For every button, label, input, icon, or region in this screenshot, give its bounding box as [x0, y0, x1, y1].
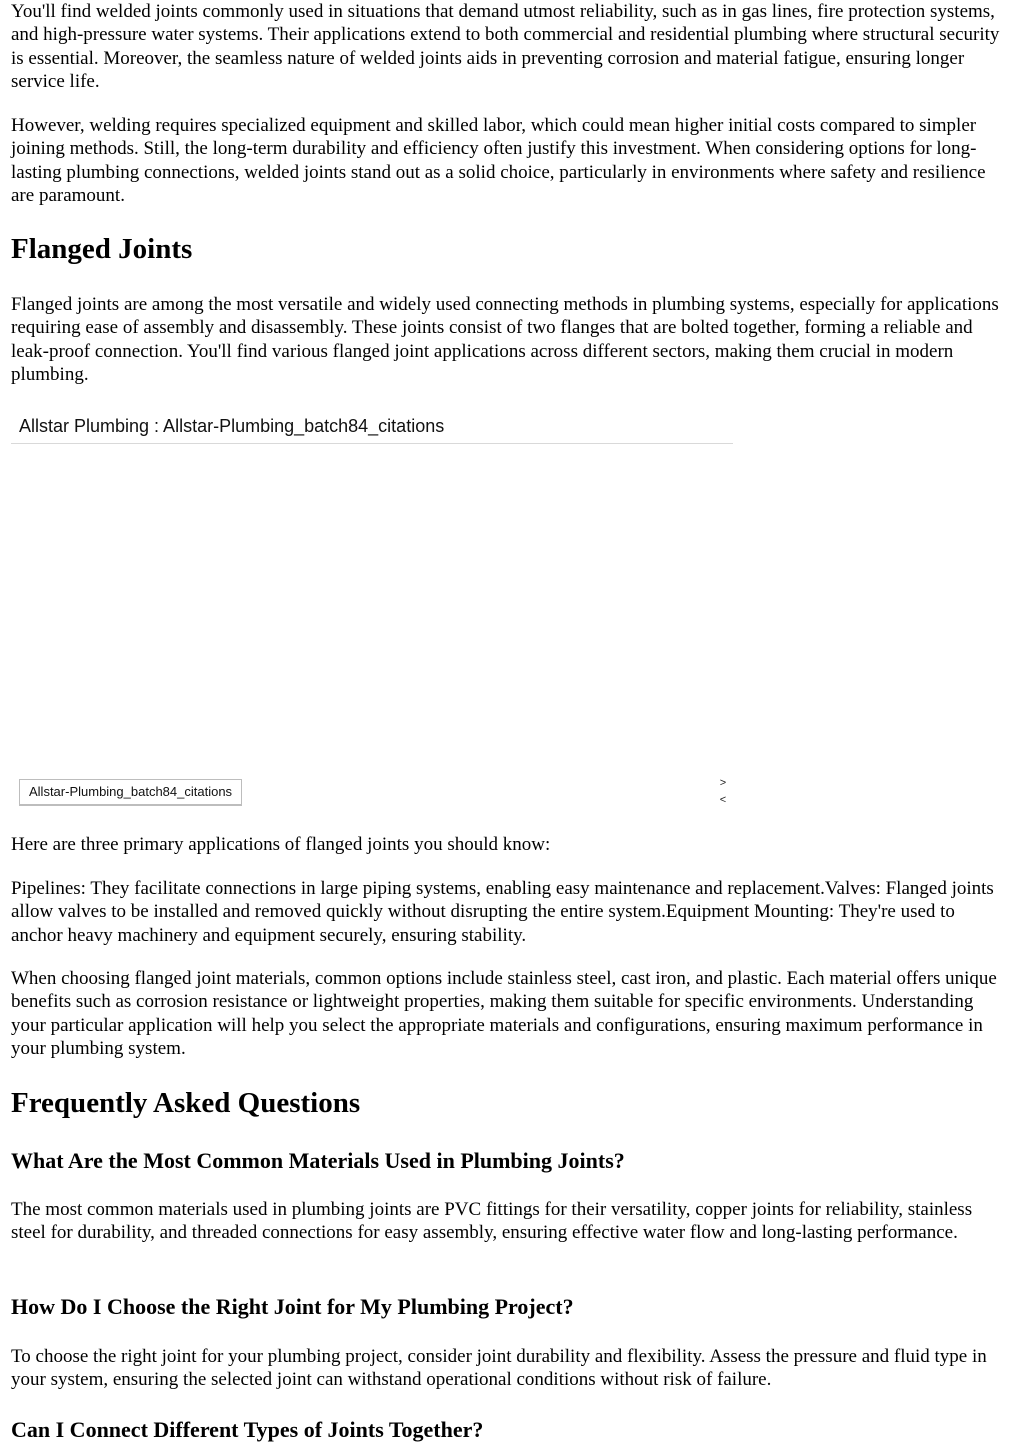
- document-embed: [11, 407, 733, 807]
- faq-question-1: What Are the Most Common Materials Used in Plumbing Joints?: [11, 1148, 625, 1173]
- embed-next-button[interactable]: >: [719, 777, 727, 789]
- faq-question-2: How Do I Choose the Right Joint for My Plumbing Project?: [11, 1294, 574, 1319]
- faq-answer-1: The most common materials used in plumbing joints are PVC fittings for their versatility, copper joints for reliability, stainless steel for durability, and threaded connections for easy assembly, ensuring effective water flow and long-lasting performance.: [11, 1199, 973, 1244]
- flanged-materials-paragraph: When choosing flanged joint materials, common options include stainless steel, cast iron, and plastic. Each material offers unique benefits such as corrosion resistance or lightweight properties, making them suitable for specific environments. Understanding your particular application will help you select the appropriate materials and configurations, ensuring maximum performance in your plumbing system.: [11, 968, 997, 1059]
- flanged-joints-intro: Flanged joints are among the most versatile and widely used connecting methods in plumbing systems, especially for applications requiring ease of assembly and disassembly. These joints consist of two flanges that are bolted together, forming a reliable and leak-proof connection. You'll find various flanged joint applications across different sectors, making them crucial in modern plumbing.: [11, 294, 999, 385]
- embed-title-link[interactable]: Allstar Plumbing : Allstar-Plumbing_batch84_citations: [19, 416, 445, 436]
- embed-prev-button[interactable]: <: [719, 794, 727, 806]
- flanged-joints-heading: Flanged Joints: [11, 233, 193, 265]
- faq-question-3: Can I Connect Different Types of Joints Together?: [11, 1417, 484, 1442]
- flanged-applications-lead: Here are three primary applications of flanged joints you should know:: [11, 834, 551, 855]
- flanged-applications-list: Pipelines: They facilitate connections in large piping systems, enabling easy maintenance and replacement.Valves: Flanged joints allow valves to be installed and removed quickly without disrupting the entire system.Equipment Mounting: They're used to anchor heavy machinery and equipment securely, ensuring stability.: [11, 878, 994, 946]
- faq-heading: Frequently Asked Questions: [11, 1087, 361, 1119]
- welded-joints-paragraph-2: However, welding requires specialized equipment and skilled labor, which could mean higher initial costs compared to simpler joining methods. Still, the long-term durability and efficiency often justify this investment. When considering options for long-lasting plumbing connections, welded joints stand out as a solid choice, particularly in environments where safety and resilience are paramount.: [11, 115, 986, 206]
- embed-document-tab[interactable]: Allstar-Plumbing_batch84_citations: [19, 779, 242, 806]
- embed-header: [11, 407, 733, 444]
- faq-answer-2: To choose the right joint for your plumbing project, consider joint durability and flexibility. Assess the pressure and fluid type in your system, ensuring the selected joint can withstand operational conditions without risk of failure.: [11, 1346, 987, 1391]
- welded-joints-paragraph-1: You'll find welded joints commonly used in situations that demand utmost reliability, such as in gas lines, fire protection systems, and high-pressure water systems. Their applications extend to both commercial and residential plumbing where structural security is essential. Moreover, the seamless nature of welded joints aids in preventing corrosion and material fatigue, ensuring longer service life.: [11, 1, 1000, 92]
